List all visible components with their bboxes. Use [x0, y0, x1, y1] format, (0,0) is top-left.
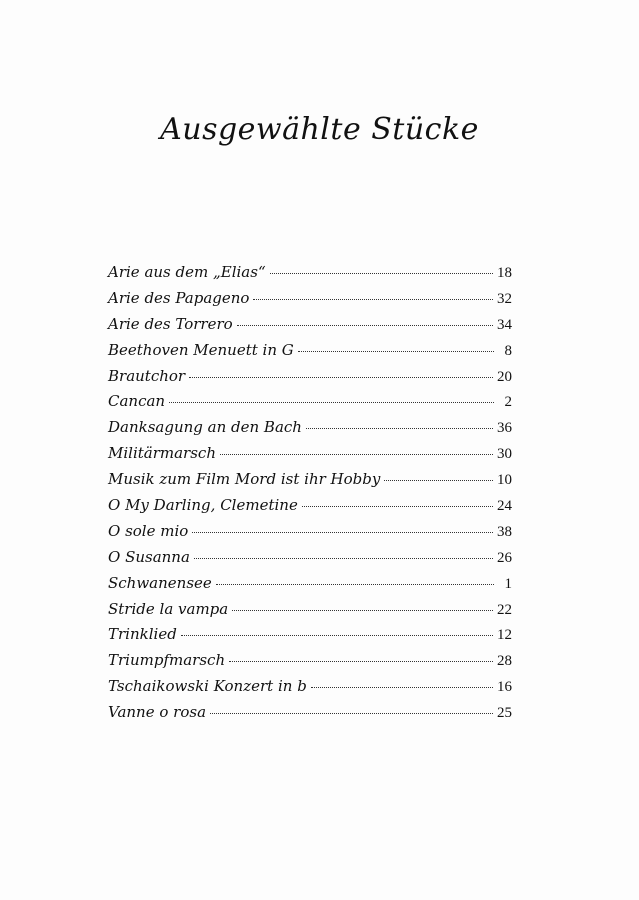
dot-leader — [237, 325, 493, 326]
toc-entry-title: Arie des Papageno — [108, 288, 250, 307]
toc-entry-title: O My Darling, Clemetine — [108, 496, 298, 515]
toc-entry — [108, 391, 512, 417]
toc-entry-page: 20 — [497, 368, 512, 385]
toc-entry-title: Stride la vampa — [108, 599, 229, 618]
toc-entry — [108, 288, 512, 314]
toc-entry-page: 32 — [497, 290, 512, 307]
table-of-contents — [108, 262, 512, 728]
toc-entry — [108, 262, 512, 288]
toc-entry-page: 25 — [497, 705, 512, 722]
toc-entry-page: 28 — [497, 653, 512, 670]
toc-entry-page: 8 — [504, 342, 512, 359]
toc-entry-title: O Susanna — [108, 547, 190, 566]
toc-entry-title: Trinklied — [108, 625, 177, 644]
toc-entry-page: 38 — [497, 523, 512, 540]
dot-leader — [311, 687, 493, 688]
toc-entry — [108, 417, 512, 443]
toc-entry — [108, 676, 512, 702]
toc-entry — [108, 521, 512, 547]
dot-leader — [306, 428, 493, 429]
toc-entry-title: Triumpfmarsch — [108, 651, 226, 670]
dot-leader — [298, 351, 494, 352]
toc-entry-page: 18 — [497, 265, 512, 281]
dot-leader — [210, 713, 493, 714]
toc-entry-title: Vanne o rosa — [108, 703, 207, 722]
toc-entry — [108, 650, 512, 676]
dot-leader — [384, 480, 493, 481]
dot-leader — [220, 454, 493, 455]
toc-entry-page: 36 — [497, 420, 512, 437]
toc-entry — [108, 495, 512, 521]
toc-entry-page: 2 — [504, 394, 512, 411]
dot-leader — [189, 377, 493, 378]
toc-entry — [108, 573, 512, 599]
dot-leader — [192, 532, 493, 533]
toc-entry-page: 24 — [497, 498, 512, 515]
toc-entry-title: Danksagung an den Bach — [108, 418, 302, 437]
toc-entry-page: 16 — [497, 679, 512, 696]
toc-entry-title: Arie des Torrero — [108, 314, 233, 333]
dot-leader — [181, 635, 493, 636]
toc-entry — [108, 443, 512, 469]
toc-entry-page: 1 — [504, 575, 512, 592]
dot-leader — [194, 558, 493, 559]
toc-entry-title: Cancan — [108, 392, 166, 411]
toc-entry-title: Arie aus dem „Elias“ — [108, 263, 266, 281]
dot-leader — [270, 273, 493, 274]
dot-leader — [232, 610, 493, 611]
dot-leader — [229, 661, 493, 662]
toc-entry-title: Militärmarsch — [108, 444, 216, 463]
toc-entry-page: 30 — [497, 446, 512, 463]
dot-leader — [302, 506, 493, 507]
toc-entry-page: 26 — [497, 549, 512, 566]
toc-entry — [108, 314, 512, 340]
toc-entry-title: Musik zum Film Mord ist ihr Hobby — [108, 470, 381, 489]
toc-entry — [108, 624, 512, 650]
toc-entry-title: Tschaikowski Konzert in b — [108, 677, 307, 696]
toc-entry-title: Brautchor — [108, 366, 186, 385]
toc-entry-title: Beethoven Menuett in G — [108, 340, 294, 359]
toc-entry — [108, 599, 512, 625]
toc-entry-title: Schwanensee — [108, 573, 212, 592]
toc-entry — [108, 547, 512, 573]
toc-entry — [108, 469, 512, 495]
toc-entry — [108, 366, 512, 392]
toc-entry-page: 34 — [497, 316, 512, 333]
dot-leader — [253, 299, 493, 300]
dot-leader — [169, 402, 494, 403]
toc-entry-page: 12 — [497, 627, 512, 644]
page-title: Ausgewählte Stücke — [160, 112, 479, 147]
dot-leader — [216, 584, 494, 585]
toc-entry-page: 10 — [497, 472, 512, 489]
toc-entry-page: 22 — [497, 601, 512, 618]
toc-entry-title: O sole mio — [108, 521, 189, 540]
toc-entry — [108, 702, 512, 728]
toc-entry — [108, 340, 512, 366]
